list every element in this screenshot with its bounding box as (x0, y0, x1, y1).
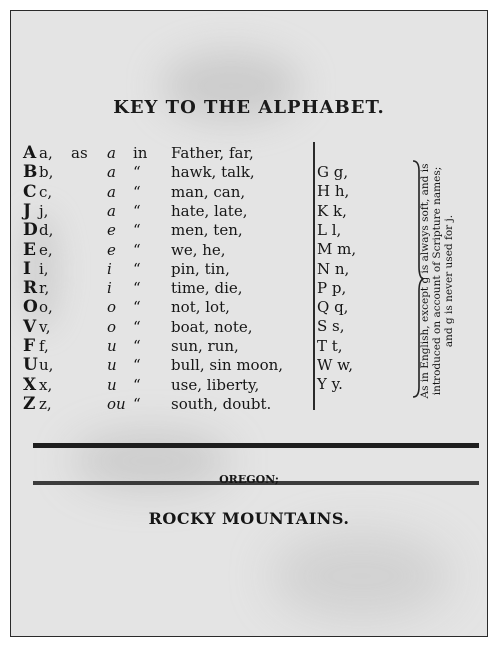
vowel-sound: u (107, 375, 117, 394)
lowercase-letter: b, (39, 163, 54, 182)
example-words: not, lot, (171, 298, 230, 317)
example-words: men, ten, (171, 221, 243, 240)
in-word: “ (133, 317, 141, 336)
key-row (11, 393, 311, 415)
side-note: As in English, except g is always soft, and is introduced on account of Scripture names; and g is never used for j. (419, 163, 455, 399)
consonant-entry: N n, (317, 259, 350, 278)
example-words: time, die, (171, 279, 243, 298)
consonant-entry: L l, (317, 220, 342, 239)
vowel-sound: a (107, 201, 116, 220)
vowel-sound: e (107, 221, 116, 240)
document-page (10, 10, 488, 637)
in-word: “ (133, 163, 141, 182)
vowel-sound: i (107, 279, 112, 298)
lowercase-letter: i, (39, 259, 49, 278)
vowel-sound: ou (107, 394, 126, 413)
lowercase-letter: z, (39, 394, 52, 413)
example-words: we, he, (171, 240, 226, 259)
as-word: as (71, 144, 88, 162)
vowel-sound: u (107, 356, 117, 375)
in-word: “ (133, 182, 141, 201)
capital-letter: I (23, 258, 31, 279)
capital-letter: U (23, 355, 38, 376)
lowercase-letter: e, (39, 240, 53, 259)
example-words: hate, late, (171, 201, 248, 220)
example-words: boat, note, (171, 317, 253, 336)
lowercase-letter: v, (39, 317, 51, 336)
consonant-entry: M m, (317, 240, 357, 259)
vowel-sound: u (107, 337, 117, 355)
in-word: “ (133, 259, 141, 278)
lowercase-letter: f, (39, 337, 49, 355)
column-divider (313, 142, 315, 410)
lowercase-letter: j, (39, 201, 49, 220)
consonant-entry: K k, (317, 201, 347, 220)
example-words: hawk, talk, (171, 163, 255, 182)
consonant-entry: P p, (317, 278, 347, 297)
lowercase-letter: u, (39, 356, 54, 375)
lowercase-letter: d, (39, 221, 54, 240)
example-words: Father, far, (171, 144, 254, 162)
vowel-sound: a (107, 182, 116, 201)
page-title: KEY TO THE ALPHABET. (113, 97, 385, 118)
in-word: “ (133, 298, 141, 317)
in-word: “ (133, 337, 141, 355)
consonant-entry: Y y. (317, 375, 343, 394)
vowel-sound: o (107, 298, 117, 317)
in-word: “ (133, 279, 141, 298)
capital-letter: R (23, 278, 38, 299)
example-words: south, doubt. (171, 394, 272, 413)
lowercase-letter: o, (39, 298, 53, 317)
vowel-sound: a (107, 144, 116, 162)
in-word: “ (133, 201, 141, 220)
vowel-sound: a (107, 163, 116, 182)
in-word: “ (133, 394, 141, 413)
lowercase-letter: x, (39, 375, 53, 394)
divider-rule (33, 443, 479, 448)
in-word: “ (133, 240, 141, 259)
consonant-entry: S s, (317, 317, 345, 336)
in-word: “ (133, 221, 141, 240)
example-words: use, liberty, (171, 375, 260, 394)
lowercase-letter: a, (39, 144, 53, 162)
consonant-entry: Q q, (317, 298, 349, 317)
example-words: sun, run, (171, 337, 239, 355)
example-words: bull, sin moon, (171, 356, 284, 375)
example-words: man, can, (171, 182, 246, 201)
capital-letter: J (23, 200, 32, 221)
capital-letter: D (23, 220, 38, 241)
consonant-entry: H h, (317, 182, 350, 201)
capital-letter: C (23, 181, 37, 202)
capital-letter: O (23, 297, 38, 318)
vowel-sound: o (107, 317, 117, 336)
example-words: pin, tin, (171, 259, 230, 278)
vowel-sound: e (107, 240, 116, 259)
in-word: in (133, 144, 148, 162)
capital-letter: F (23, 336, 36, 356)
capital-letter: X (23, 374, 37, 395)
capital-letter: Z (23, 393, 36, 414)
capital-letter: V (23, 316, 37, 337)
in-word: “ (133, 375, 141, 394)
in-word: “ (133, 356, 141, 375)
consonant-entry: G g, (317, 163, 349, 181)
consonant-entry: T t, (317, 336, 343, 355)
lowercase-letter: c, (39, 182, 53, 201)
place-rocky-mountains: ROCKY MOUNTAINS. (148, 509, 350, 528)
lowercase-letter: r, (39, 279, 50, 298)
capital-letter: B (23, 162, 38, 183)
consonant-entry: W w, (317, 356, 354, 374)
place-oregon: OREGON; (219, 473, 279, 486)
vowel-sound: i (107, 259, 112, 278)
capital-letter: E (23, 239, 36, 260)
capital-letter: A (23, 143, 37, 163)
